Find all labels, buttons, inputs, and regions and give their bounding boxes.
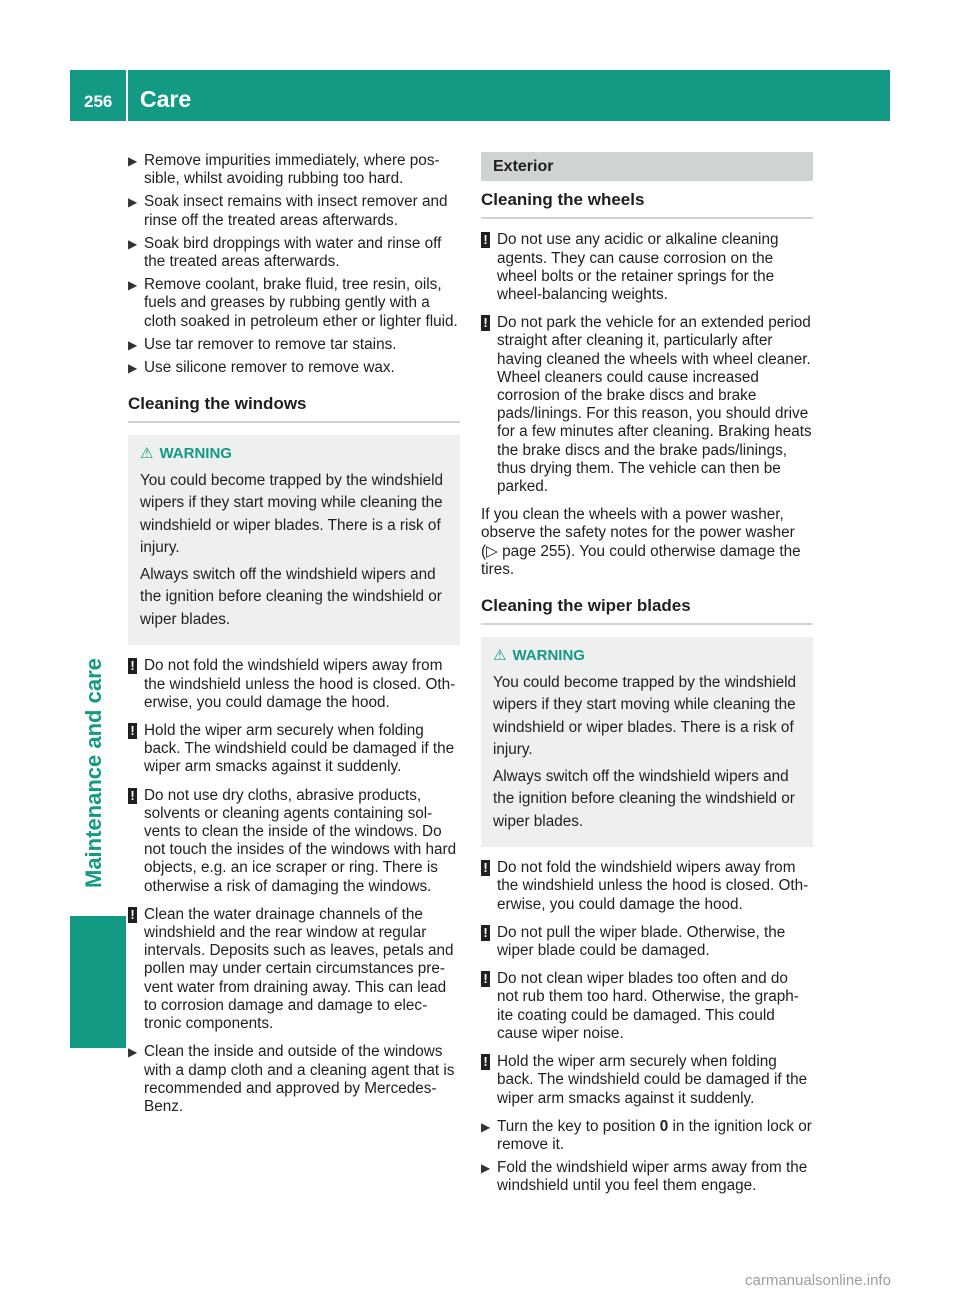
page-header (70, 70, 890, 121)
warning-text: You could become trapped by the windshield wipers if they start moving while cleaning the windshield or wiper blades. There is a risk of injury. (140, 471, 444, 557)
caution-note: ! Do not fold the windshield wipers away from the windshield unless the hood is closed. Oth-erwise, you could damage the hood. (128, 657, 460, 712)
list-item: ▶ Fold the windshield wiper arms away from the windshield until you feel them engage. (481, 1159, 808, 1195)
list-item: ▶ Use tar remover to remove tar stains. (128, 335, 397, 353)
warning-box (128, 435, 460, 645)
list-item: ▶ Soak insect remains with insect remover and rinse off the treated areas afterwards. (128, 193, 448, 229)
caution-note: ! Do not pull the wiper blade. Otherwise, the wiper blade could be damaged. (481, 924, 813, 960)
caution-note: ! Do not clean wiper blades too often and do not rub them too hard. Otherwise, the graph-ite coating could be damaged. This could cause wiper noise. (481, 970, 813, 1043)
paragraph-power-washer: If you clean the wheels with a power washer, observe the safety notes for the power washer (▷ page 255). You could otherwise damage the tires. (481, 506, 801, 578)
list-item: ▶ Use silicone remover to remove wax. (128, 359, 395, 377)
arrow-bullet-icon: ▶ (481, 1119, 491, 1134)
chapter-tab-label: Maintenance and care (81, 658, 106, 888)
caution-note: ! Do not use any acidic or alkaline cleaning agents. They can cause corrosion on the wheel bolts or the retainer springs for the wheel-balancing weights. (481, 231, 813, 304)
caution-note: ! Do not park the vehicle for an extended period straight after cleaning it, particularly after having cleaned the wheels with wheel cleaner. Wheel cleaners could cause increased corrosion of the brake discs and brake pads/linings. For this reason, you should drive for a few minutes after cleaning. Braking heats the brake discs and the brake pads/linings, thus drying them. The vehicle can then be parked. (481, 314, 813, 496)
arrow-bullet-icon: ▶ (128, 337, 138, 352)
exclamation-icon: ! (481, 232, 490, 248)
list-item: ▶ Remove impurities immediately, where pos-sible, whilst avoiding rubbing too hard. (128, 152, 440, 188)
caution-note: ! Clean the water drainage channels of the windshield and the rear window at regular intervals. Deposits such as leaves, petals and pollen may under certain circumstances pre-vent water from draining away. This can lead to corrosion damage and damage to elec-tronic components. (128, 906, 460, 1033)
arrow-bullet-icon: ▶ (128, 154, 138, 168)
warning-title: ⚠ WARNING (493, 647, 585, 665)
list-item: ▶ Turn the key to position 0 in the ignition lock or remove it. (481, 1117, 812, 1153)
exclamation-icon: ! (481, 860, 490, 876)
warning-title: ⚠ WARNING (140, 445, 232, 463)
heading-cleaning-wheels: Cleaning the wheels (481, 191, 813, 219)
bullet-list-top (128, 152, 460, 377)
warning-triangle-icon: ⚠ (493, 647, 507, 665)
heading-cleaning-windows: Cleaning the windows (128, 395, 460, 423)
section-title: Care (140, 86, 192, 112)
arrow-bullet-icon: ▶ (481, 1161, 491, 1176)
caution-note: ! Do not use dry cloths, abrasive products, solvents or cleaning agents containing sol-vents to clean the inside of the windows. Do not touch the insides of the windows with hard objects, e.g. an ice scraper or ring. There is otherwise a risk of damaging the windows. (128, 787, 460, 896)
heading-cleaning-wiper-blades: Cleaning the wiper blades (481, 597, 813, 625)
exclamation-icon: ! (481, 971, 490, 987)
watermark: carmanualsonline.info (745, 1272, 891, 1289)
arrow-bullet-icon: ▶ (128, 236, 138, 251)
exclamation-icon: ! (128, 723, 137, 739)
header-divider (126, 70, 128, 121)
warning-text: Always switch off the windshield wipers and the ignition before cleaning the windshield or wiper blades. (493, 767, 795, 830)
warning-box (481, 637, 813, 847)
exclamation-icon: ! (128, 907, 137, 923)
warning-triangle-icon: ⚠ (140, 445, 154, 463)
list-item: ▶ Soak bird droppings with water and rinse off the treated areas afterwards. (128, 234, 442, 271)
exclamation-icon: ! (481, 1054, 490, 1070)
exclamation-icon: ! (128, 788, 137, 804)
caution-note: ! Do not fold the windshield wipers away from the windshield unless the hood is closed. Oth-erwise, you could damage the hood. (481, 859, 813, 914)
exclamation-icon: ! (481, 315, 490, 331)
warning-text: Always switch off the windshield wipers and the ignition before cleaning the windshield or wiper blades. (140, 565, 442, 628)
arrow-bullet-icon: ▶ (128, 195, 138, 210)
caution-note: ! Hold the wiper arm securely when folding back. The windshield could be damaged if the wiper arm smacks against it suddenly. (128, 722, 460, 777)
left-column (128, 152, 460, 1121)
exclamation-icon: ! (128, 658, 137, 674)
list-item: ▶ Clean the inside and outside of the windows with a damp cloth and a cleaning agent that is recommended and approved by Mercedes-Benz. (128, 1043, 455, 1115)
exclamation-icon: ! (481, 925, 490, 941)
section-band-exterior: Exterior (481, 152, 813, 181)
arrow-bullet-icon: ▶ (128, 361, 138, 376)
chapter-tab-marker (70, 916, 126, 1048)
arrow-bullet-icon: ▶ (128, 278, 138, 293)
caution-note: ! Hold the wiper arm securely when folding back. The windshield could be damaged if the wiper arm smacks against it suddenly. (481, 1053, 813, 1108)
warning-text: You could become trapped by the windshield wipers if they start moving while cleaning the windshield or wiper blades. There is a risk of injury. (493, 673, 797, 759)
page-number: 256 (84, 92, 113, 111)
right-column (481, 152, 813, 1201)
arrow-bullet-icon: ▶ (128, 1045, 138, 1060)
list-item: ▶ Remove coolant, brake fluid, tree resin, oils, fuels and greases by rubbing gently with a cloth soaked in petroleum ether or lighter fluid. (128, 276, 458, 330)
